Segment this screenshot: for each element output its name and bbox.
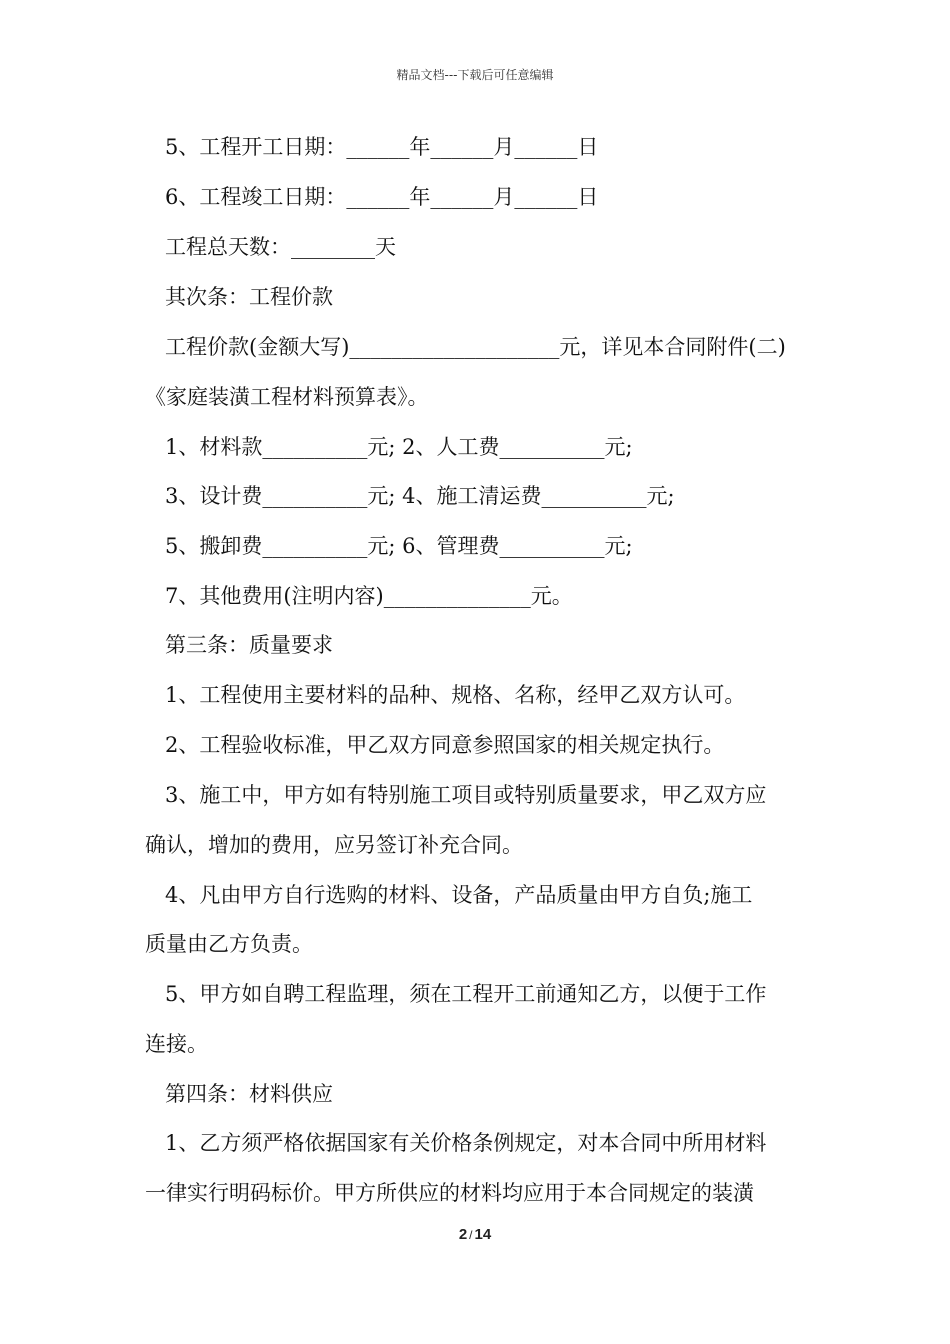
text-line: 1、乙方须严格依据国家有关价格条例规定，对本合同中所用材料 [165, 1131, 767, 1155]
text-line: 6、工程竣工日期：______年______月______日 [165, 185, 599, 209]
text-line: 连接。 [145, 1032, 208, 1056]
text-line: 1、工程使用主要材料的品种、规格、名称，经甲乙双方认可。 [165, 683, 746, 707]
text-line: 工程价款(金额大写)____________________元，详见本合同附件(二) [165, 335, 786, 359]
page-number [0, 1226, 950, 1243]
text-line: 5、搬卸费__________元; 6、管理费__________元; [165, 534, 633, 558]
page-header: 精品文档---下载后可任意编辑 [396, 68, 554, 82]
text-line: 3、设计费__________元; 4、施工清运费__________元; [165, 484, 675, 508]
text-line: 一律实行明码标价。甲方所供应的材料均应用于本合同规定的装潢 [145, 1181, 754, 1205]
text-line: 5、甲方如自聘工程监理，须在工程开工前通知乙方，以便于工作 [165, 982, 767, 1006]
text-line: 5、工程开工日期：______年______月______日 [165, 135, 599, 159]
page-separator: / [469, 1228, 473, 1242]
section-heading: 第四条：材料供应 [165, 1082, 333, 1106]
text-line: 《家庭装潢工程材料预算表》。 [145, 385, 429, 409]
text-line: 7、其他费用(注明内容)______________元。 [165, 584, 573, 608]
text-line: 2、工程验收标准，甲乙双方同意参照国家的相关规定执行。 [165, 733, 725, 757]
current-page: 2 [458, 1226, 468, 1243]
text-line: 1、材料款__________元; 2、人工费__________元; [165, 435, 633, 459]
text-line: 确认，增加的费用，应另签订补充合同。 [145, 833, 523, 857]
text-line: 4、凡由甲方自行选购的材料、设备，产品质量由甲方自负;施工 [165, 883, 753, 907]
text-line: 3、施工中，甲方如有特别施工项目或特别质量要求，甲乙双方应 [165, 783, 767, 807]
section-heading: 其次条：工程价款 [165, 285, 333, 309]
text-line: 质量由乙方负责。 [145, 932, 313, 956]
text-line: 工程总天数：________天 [165, 235, 396, 259]
section-heading: 第三条：质量要求 [165, 633, 333, 657]
total-pages: 14 [474, 1226, 492, 1243]
